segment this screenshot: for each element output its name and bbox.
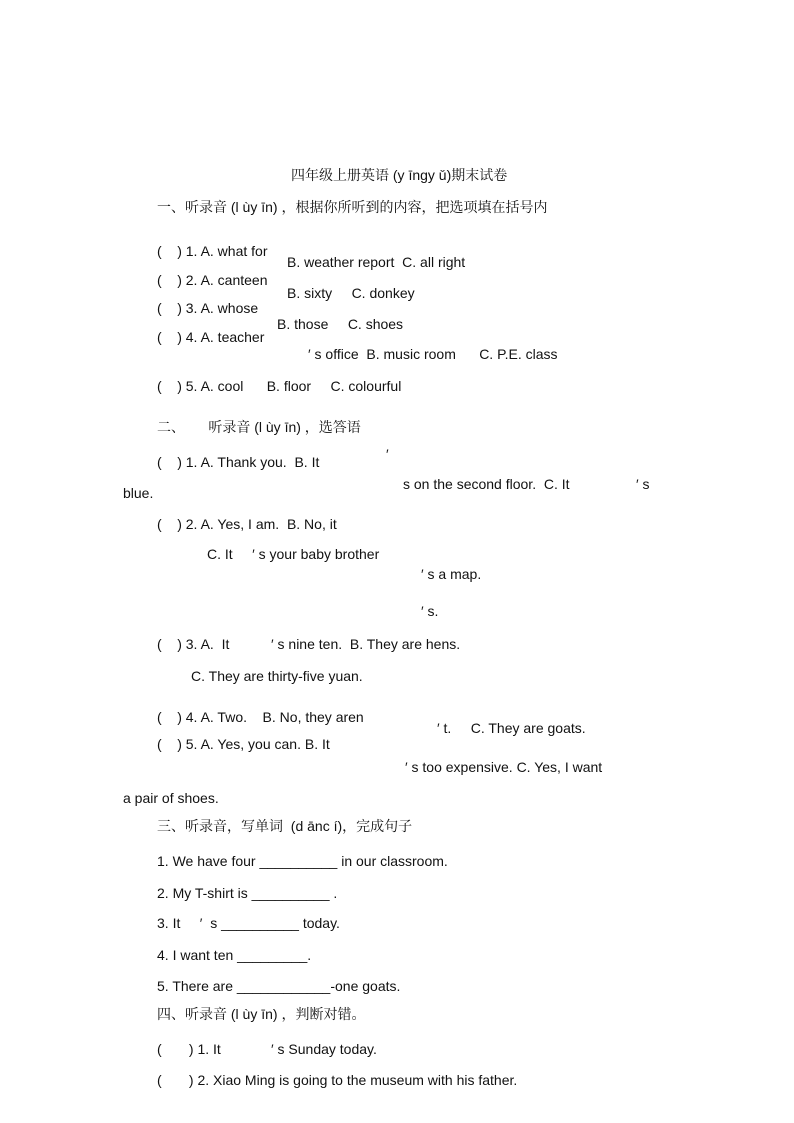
s2-question-1-mark: ′ xyxy=(386,446,389,462)
s1-question-5: ( ) 5. A. cool B. floor C. colourful xyxy=(157,378,402,394)
s3-question-1: 1. We have four __________ in our classroom. xyxy=(157,853,448,869)
s2-question-3: ( ) 3. A. It xyxy=(157,636,230,652)
s2-question-2-cont2: ′ s. xyxy=(421,603,439,619)
s3-question-5: 5. There are ____________-one goats. xyxy=(157,978,401,994)
s2-question-4-cont: ′ t. C. They are goats. xyxy=(437,720,586,736)
s4-question-1-cont: ′ s Sunday today. xyxy=(271,1041,377,1057)
s3-question-2: 2. My T-shirt is __________ . xyxy=(157,885,338,901)
s1-question-3-options: B. those C. shoes xyxy=(277,316,404,332)
page-title: 四年级上册英语 (y īngy ǔ)期末试卷 xyxy=(291,167,508,183)
s2-question-1: ( ) 1. A. Thank you. B. It xyxy=(157,454,320,470)
s1-question-4: ( ) 4. A. teacher xyxy=(157,329,265,345)
s2-question-5-cont: ′ s too expensive. C. Yes, I want xyxy=(405,759,603,775)
s2-question-1-mark2: ′ s xyxy=(636,476,650,492)
s2-question-2-cont: ′ s a map. xyxy=(421,566,482,582)
section-3-heading: 三、听录音，写单词 (d ānc í)，完成句子 xyxy=(157,818,413,834)
s4-question-2: ( ) 2. Xiao Ming is going to the museum with his father. xyxy=(157,1072,518,1088)
s1-question-3: ( ) 3. A. whose xyxy=(157,300,259,316)
s2-question-4: ( ) 4. A. Two. B. No, they aren xyxy=(157,709,364,725)
s2-question-1-wrap: blue. xyxy=(123,485,154,501)
s2-question-2: ( ) 2. A. Yes, I am. B. No, it xyxy=(157,516,337,532)
s2-question-1-cont: s on the second floor. C. It xyxy=(403,476,570,492)
s2-question-5-wrap: a pair of shoes. xyxy=(123,790,219,806)
s3-question-3: 3. It ′ s __________ today. xyxy=(157,915,340,931)
s1-question-4-options: ′ s office B. music room C. P.E. class xyxy=(308,346,558,362)
s1-question-1-options: B. weather report C. all right xyxy=(287,254,466,270)
s2-question-2-option-c: C. It ′ s your baby brother xyxy=(207,546,380,562)
section-2-heading: 二、 听录音 (l ùy īn) ，选答语 xyxy=(157,419,361,435)
s4-question-1: ( ) 1. It xyxy=(157,1041,221,1057)
s1-question-2-options: B. sixty C. donkey xyxy=(287,285,415,301)
s1-question-2: ( ) 2. A. canteen xyxy=(157,272,268,288)
section-4-heading: 四、听录音 (l ùy īn) ，判断对错。 xyxy=(157,1006,366,1022)
s3-question-4: 4. I want ten _________. xyxy=(157,947,312,963)
s1-question-1: ( ) 1. A. what for xyxy=(157,243,268,259)
s2-question-3-option-c: C. They are thirty-five yuan. xyxy=(191,668,363,684)
s2-question-5: ( ) 5. A. Yes, you can. B. It xyxy=(157,736,330,752)
s2-question-3-cont: ′ s nine ten. B. They are hens. xyxy=(271,636,461,652)
section-1-heading: 一、听录音 (l ùy īn) ，根据你所听到的内容，把选项填在括号内 xyxy=(157,199,548,215)
